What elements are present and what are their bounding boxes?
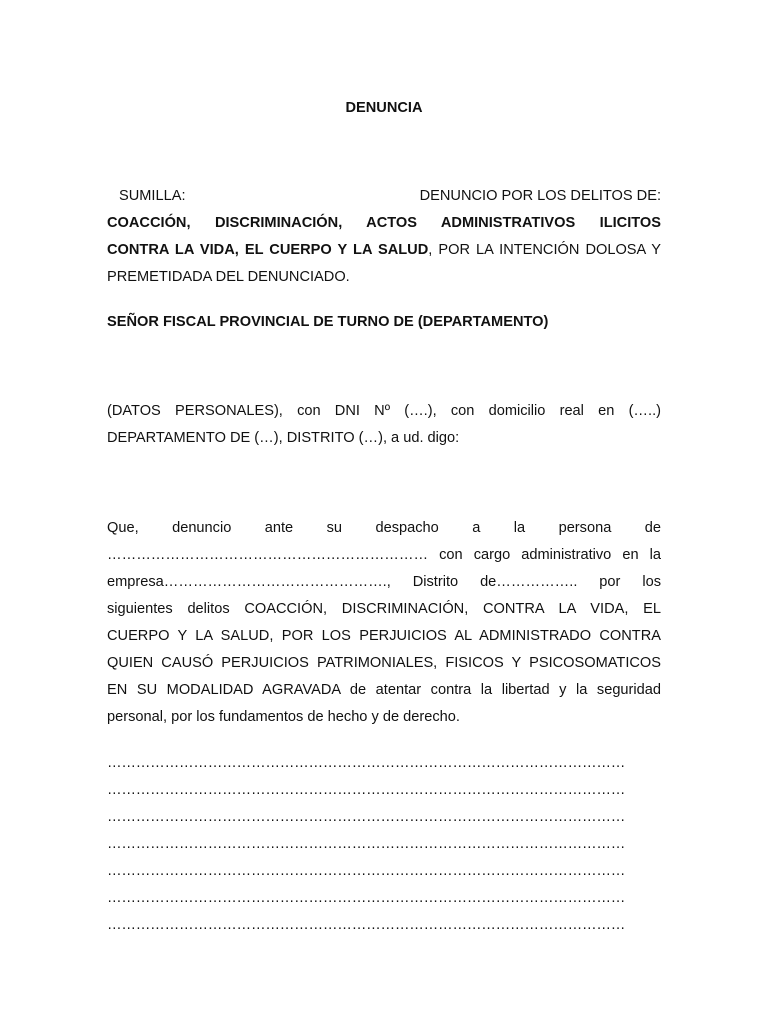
complaint-line: CUERPO Y LA SALUD, POR LOS PERJUICIOS AL ADMINISTRADO CONTRA — [107, 628, 661, 644]
addressee-heading: SEÑOR FISCAL PROVINCIAL DE TURNO DE (DEPARTAMENTO) — [107, 314, 549, 330]
dotted-line: ……………………………………………………………………………………………… — [107, 809, 626, 825]
dotted-fill-lines — [107, 750, 652, 939]
document-title: DENUNCIA — [345, 100, 423, 116]
sumilla-lead: DENUNCIO POR LOS DELITOS DE: — [419, 188, 661, 204]
dotted-line: ……………………………………………………………………………………………… — [107, 782, 626, 798]
dotted-line: ……………………………………………………………………………………………… — [107, 890, 626, 906]
dotted-line: ……………………………………………………………………………………………… — [107, 836, 626, 852]
sumilla-label: SUMILLA: — [119, 188, 186, 204]
sumilla-line2 — [107, 237, 661, 264]
sumilla-row — [107, 183, 661, 210]
complaint-line: siguientes delitos COACCIÓN, DISCRIMINACIÓN, CONTRA LA VIDA, EL — [107, 601, 661, 617]
personal-data-paragraph — [107, 398, 661, 452]
complaint-line: QUIEN CAUSÓ PERJUICIOS PATRIMONIALES, FISICOS Y PSICOSOMATICOS — [107, 655, 661, 671]
sumilla-crimes-bold: CONTRA LA VIDA, EL CUERPO Y LA SALUD — [107, 242, 429, 258]
sumilla-line3: PREMETIDADA DEL DENUNCIADO. — [107, 269, 350, 285]
sumilla-line2-tail: , POR LA INTENCIÓN DOLOSA Y — [428, 242, 661, 258]
complaint-line: Que, denuncio ante su despacho a la persona de — [107, 520, 661, 536]
dotted-line: ……………………………………………………………………………………………… — [107, 917, 626, 933]
sumilla-crimes-line: COACCIÓN, DISCRIMINACIÓN, ACTOS ADMINISTRATIVOS ILICITOS — [107, 215, 661, 231]
dotted-line: ……………………………………………………………………………………………… — [107, 755, 626, 771]
complaint-line: EN SU MODALIDAD AGRAVADA de atentar contra la libertad y la seguridad — [107, 682, 661, 698]
complaint-paragraph — [107, 515, 661, 731]
complaint-line-last: personal, por los fundamentos de hecho y de derecho. — [107, 709, 460, 725]
complaint-line: empresa………………………………………., Distrito de…………….. por los — [107, 574, 661, 590]
sumilla-section — [107, 183, 661, 291]
personal-data-line2: DEPARTAMENTO DE (…), DISTRITO (…), a ud. digo: — [107, 430, 460, 446]
personal-data-line1: (DATOS PERSONALES), con DNI Nº (….), con domicilio real en (…..) — [107, 403, 661, 419]
dotted-line: ……………………………………………………………………………………………… — [107, 863, 626, 879]
complaint-line: ………………………………………………………… con cargo administrativo en la — [107, 547, 661, 563]
